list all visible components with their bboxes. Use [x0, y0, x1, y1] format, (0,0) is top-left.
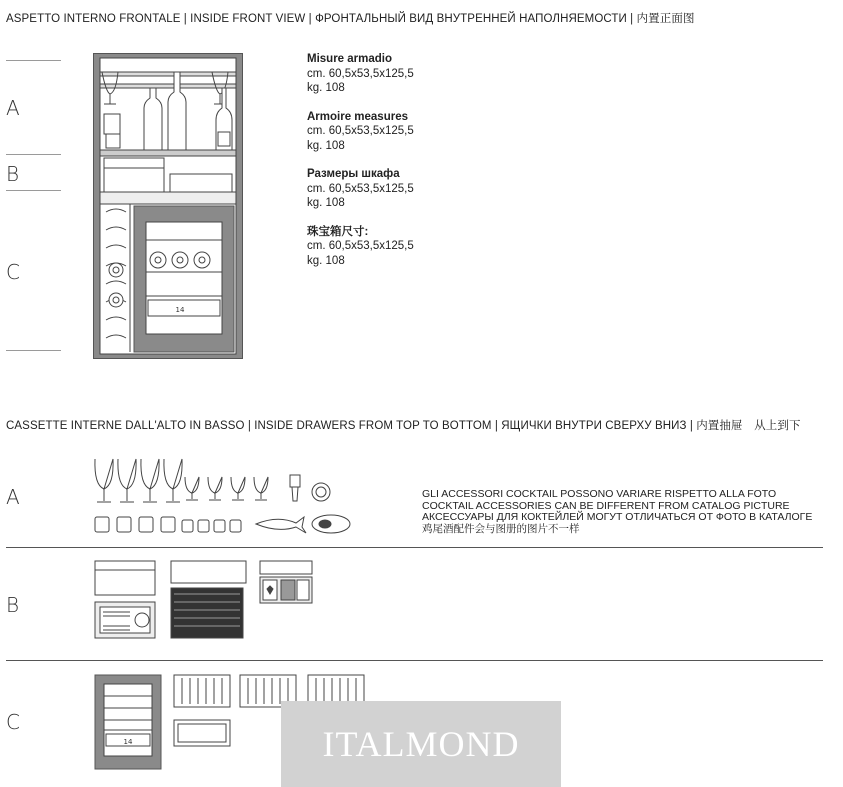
measure-weight: kg. 108	[307, 139, 345, 152]
measure-group-ru	[307, 167, 414, 211]
row-label-c: C	[6, 260, 20, 284]
drawer-row-divider	[6, 547, 823, 548]
measure-dimensions: cm. 60,5x53,5x125,5	[307, 240, 414, 252]
fridge-display-temp: 14	[175, 306, 185, 314]
measure-group-zh	[307, 225, 414, 269]
measure-weight: kg. 108	[307, 82, 345, 94]
measure-heading: Misure armadio	[307, 53, 392, 65]
measures-block	[307, 52, 414, 268]
drawer-fridge-display-temp: 14	[123, 738, 133, 746]
drawers-title: CASSETTE INTERNE DALL'ALTO IN BASSO | INSIDE DRAWERS FROM TOP TO BOTTOM | ЯЩИЧКИ ВНУТРИ СВЕРХУ ВНИЗ | 内置抽屉 从上到下	[6, 420, 801, 432]
row-label-a: A	[6, 96, 20, 120]
measure-weight: kg. 108	[307, 197, 345, 209]
measure-dimensions: cm. 60,5x53,5x125,5	[307, 67, 414, 80]
note-line-ru: АКСЕССУАРЫ ДЛЯ КОКТЕЙЛЕЙ МОГУТ ОТЛИЧАТЬСЯ ОТ ФОТО В КАТАЛОГЕ	[422, 511, 813, 523]
measure-group-it	[307, 52, 414, 96]
accessories-note	[422, 489, 812, 535]
drawer-a-glassware-illustration	[92, 455, 354, 535]
measure-group-en	[307, 110, 414, 154]
drawer-row-label-a: A	[6, 485, 20, 509]
row-divider	[6, 190, 61, 191]
drawer-row-divider	[6, 660, 823, 661]
measure-dimensions: cm. 60,5x53,5x125,5	[307, 182, 414, 195]
cabinet-front-illustration	[92, 52, 244, 360]
front-view-title: ASPETTO INTERNO FRONTALE | INSIDE FRONT VIEW | ФРОНТАЛЬНЫЙ ВИД ВНУТРЕННЕЙ НАПОЛНЯЕМОСТИ | 内置正面图	[6, 13, 695, 25]
row-divider	[6, 154, 61, 155]
measure-heading: Размеры шкафа	[307, 168, 400, 180]
note-line-en: COCKTAIL ACCESSORIES CAN BE DIFFERENT FROM CATALOG PICTURE	[422, 499, 790, 512]
measure-heading: 珠宝箱尺寸:	[307, 225, 369, 238]
row-divider	[6, 60, 61, 61]
note-line-it: GLI ACCESSORI COCKTAIL POSSONO VARIARE RISPETTO ALLA FOTO	[422, 488, 777, 500]
measure-weight: kg. 108	[307, 254, 345, 267]
measure-dimensions: cm. 60,5x53,5x125,5	[307, 125, 414, 137]
row-divider	[6, 350, 61, 351]
measure-heading: Armoire measures	[307, 110, 408, 123]
italmond-watermark: ITALMOND	[281, 701, 561, 787]
note-line-zh: 鸡尾酒配件会与图册的图片不一样	[422, 522, 580, 535]
drawer-row-label-b: B	[6, 593, 20, 617]
drawer-b-illustration	[92, 558, 318, 640]
row-label-b: B	[6, 162, 20, 186]
drawer-row-label-c: C	[6, 710, 20, 734]
